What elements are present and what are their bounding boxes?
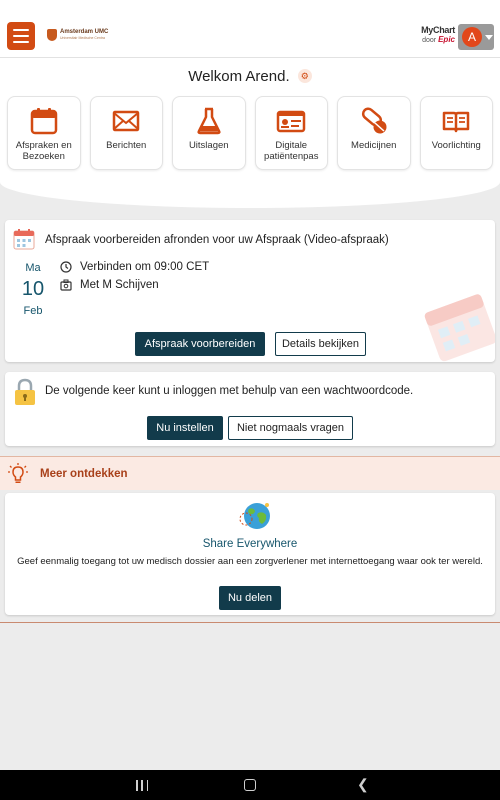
dont-ask-again-button[interactable]: Niet nogmaals vragen: [228, 416, 353, 440]
flask-icon: [194, 106, 224, 136]
tile-label: Uitslagen: [188, 140, 229, 151]
epic-wordmark: Epic: [438, 35, 455, 44]
system-navigation-bar: [0, 770, 500, 800]
crest-icon: [47, 29, 57, 41]
globe-icon: [239, 499, 273, 533]
appointment-month: Feb: [23, 305, 43, 317]
welcome-text: Welkom Arend.: [188, 68, 290, 85]
lightbulb-icon: [7, 462, 29, 486]
view-details-button[interactable]: Details bekijken: [275, 332, 366, 356]
quick-links: [7, 96, 493, 170]
org-subtitle: Universitair Medische Centra: [60, 36, 105, 40]
avatar: A: [462, 27, 482, 47]
tile-label: Medicijnen: [351, 140, 397, 151]
gear-icon[interactable]: ⚙: [298, 69, 312, 83]
section-divider: [0, 622, 500, 623]
tile-label: Berichten: [106, 140, 147, 151]
mychart-wordmark: MyChart: [421, 25, 455, 35]
appointment-weekday: Ma: [25, 262, 41, 274]
tile-appointments[interactable]: [7, 96, 81, 170]
pills-icon: [359, 106, 389, 136]
tile-label: Afspraken en Bezoeken: [15, 140, 72, 162]
organization-logo: [47, 29, 108, 41]
menu-button[interactable]: [7, 22, 35, 50]
calendar-illustration-icon: [420, 290, 495, 362]
app-header: [0, 0, 500, 58]
passcode-message: De volgende keer kunt u inloggen met behulp van een wachtwoordcode.: [45, 385, 414, 397]
org-name: Amsterdam UMC: [60, 29, 109, 35]
tile-education[interactable]: [420, 96, 494, 170]
appointment-day: 10: [21, 278, 45, 300]
share-now-button[interactable]: Nu delen: [219, 586, 281, 610]
tile-patient-pass[interactable]: [255, 96, 329, 170]
prepare-appointment-button[interactable]: Afspraak voorbereiden: [135, 332, 265, 356]
calendar-icon: [13, 228, 35, 250]
mychart-logo: [417, 25, 455, 45]
id-card-icon: [276, 106, 306, 136]
appointment-provider: Met M Schijven: [80, 279, 159, 291]
clock-icon: [60, 261, 72, 273]
provider-icon: [60, 279, 72, 291]
share-description: Geef eenmalig toegang tot uw medisch dossier aan een zorgverlener met internettoegang waar ook ter wereld.: [17, 556, 483, 567]
discover-title: Meer ontdekken: [40, 468, 128, 480]
tile-messages[interactable]: [90, 96, 164, 170]
mychart-by: door: [422, 37, 437, 44]
recent-apps-icon[interactable]: [136, 780, 148, 791]
appointment-date: [13, 262, 53, 317]
appointment-title: Afspraak voorbereiden afronden voor uw Afspraak (Video-afspraak): [45, 234, 389, 246]
lock-icon: [13, 378, 37, 406]
share-everywhere-card: [5, 493, 495, 615]
home-icon[interactable]: [244, 779, 256, 791]
tile-label: Digitale patiëntenpas: [264, 140, 319, 162]
appointment-card: [5, 220, 495, 362]
welcome-section: [0, 58, 500, 208]
book-icon: [441, 106, 471, 136]
tile-label: Voorlichting: [431, 140, 481, 151]
account-menu-button[interactable]: [458, 24, 494, 50]
passcode-card: [5, 372, 495, 446]
hamburger-icon: [13, 29, 29, 31]
discover-header: [0, 456, 500, 490]
appointment-time: Verbinden om 09:00 CET: [80, 261, 210, 273]
tile-medications[interactable]: [337, 96, 411, 170]
share-title: Share Everywhere: [202, 538, 298, 550]
caret-down-icon: [485, 35, 493, 40]
envelope-icon: [111, 106, 141, 136]
tile-results[interactable]: [172, 96, 246, 170]
calendar-icon: [29, 106, 59, 136]
back-icon[interactable]: ❮: [357, 776, 369, 792]
set-up-now-button[interactable]: Nu instellen: [147, 416, 223, 440]
